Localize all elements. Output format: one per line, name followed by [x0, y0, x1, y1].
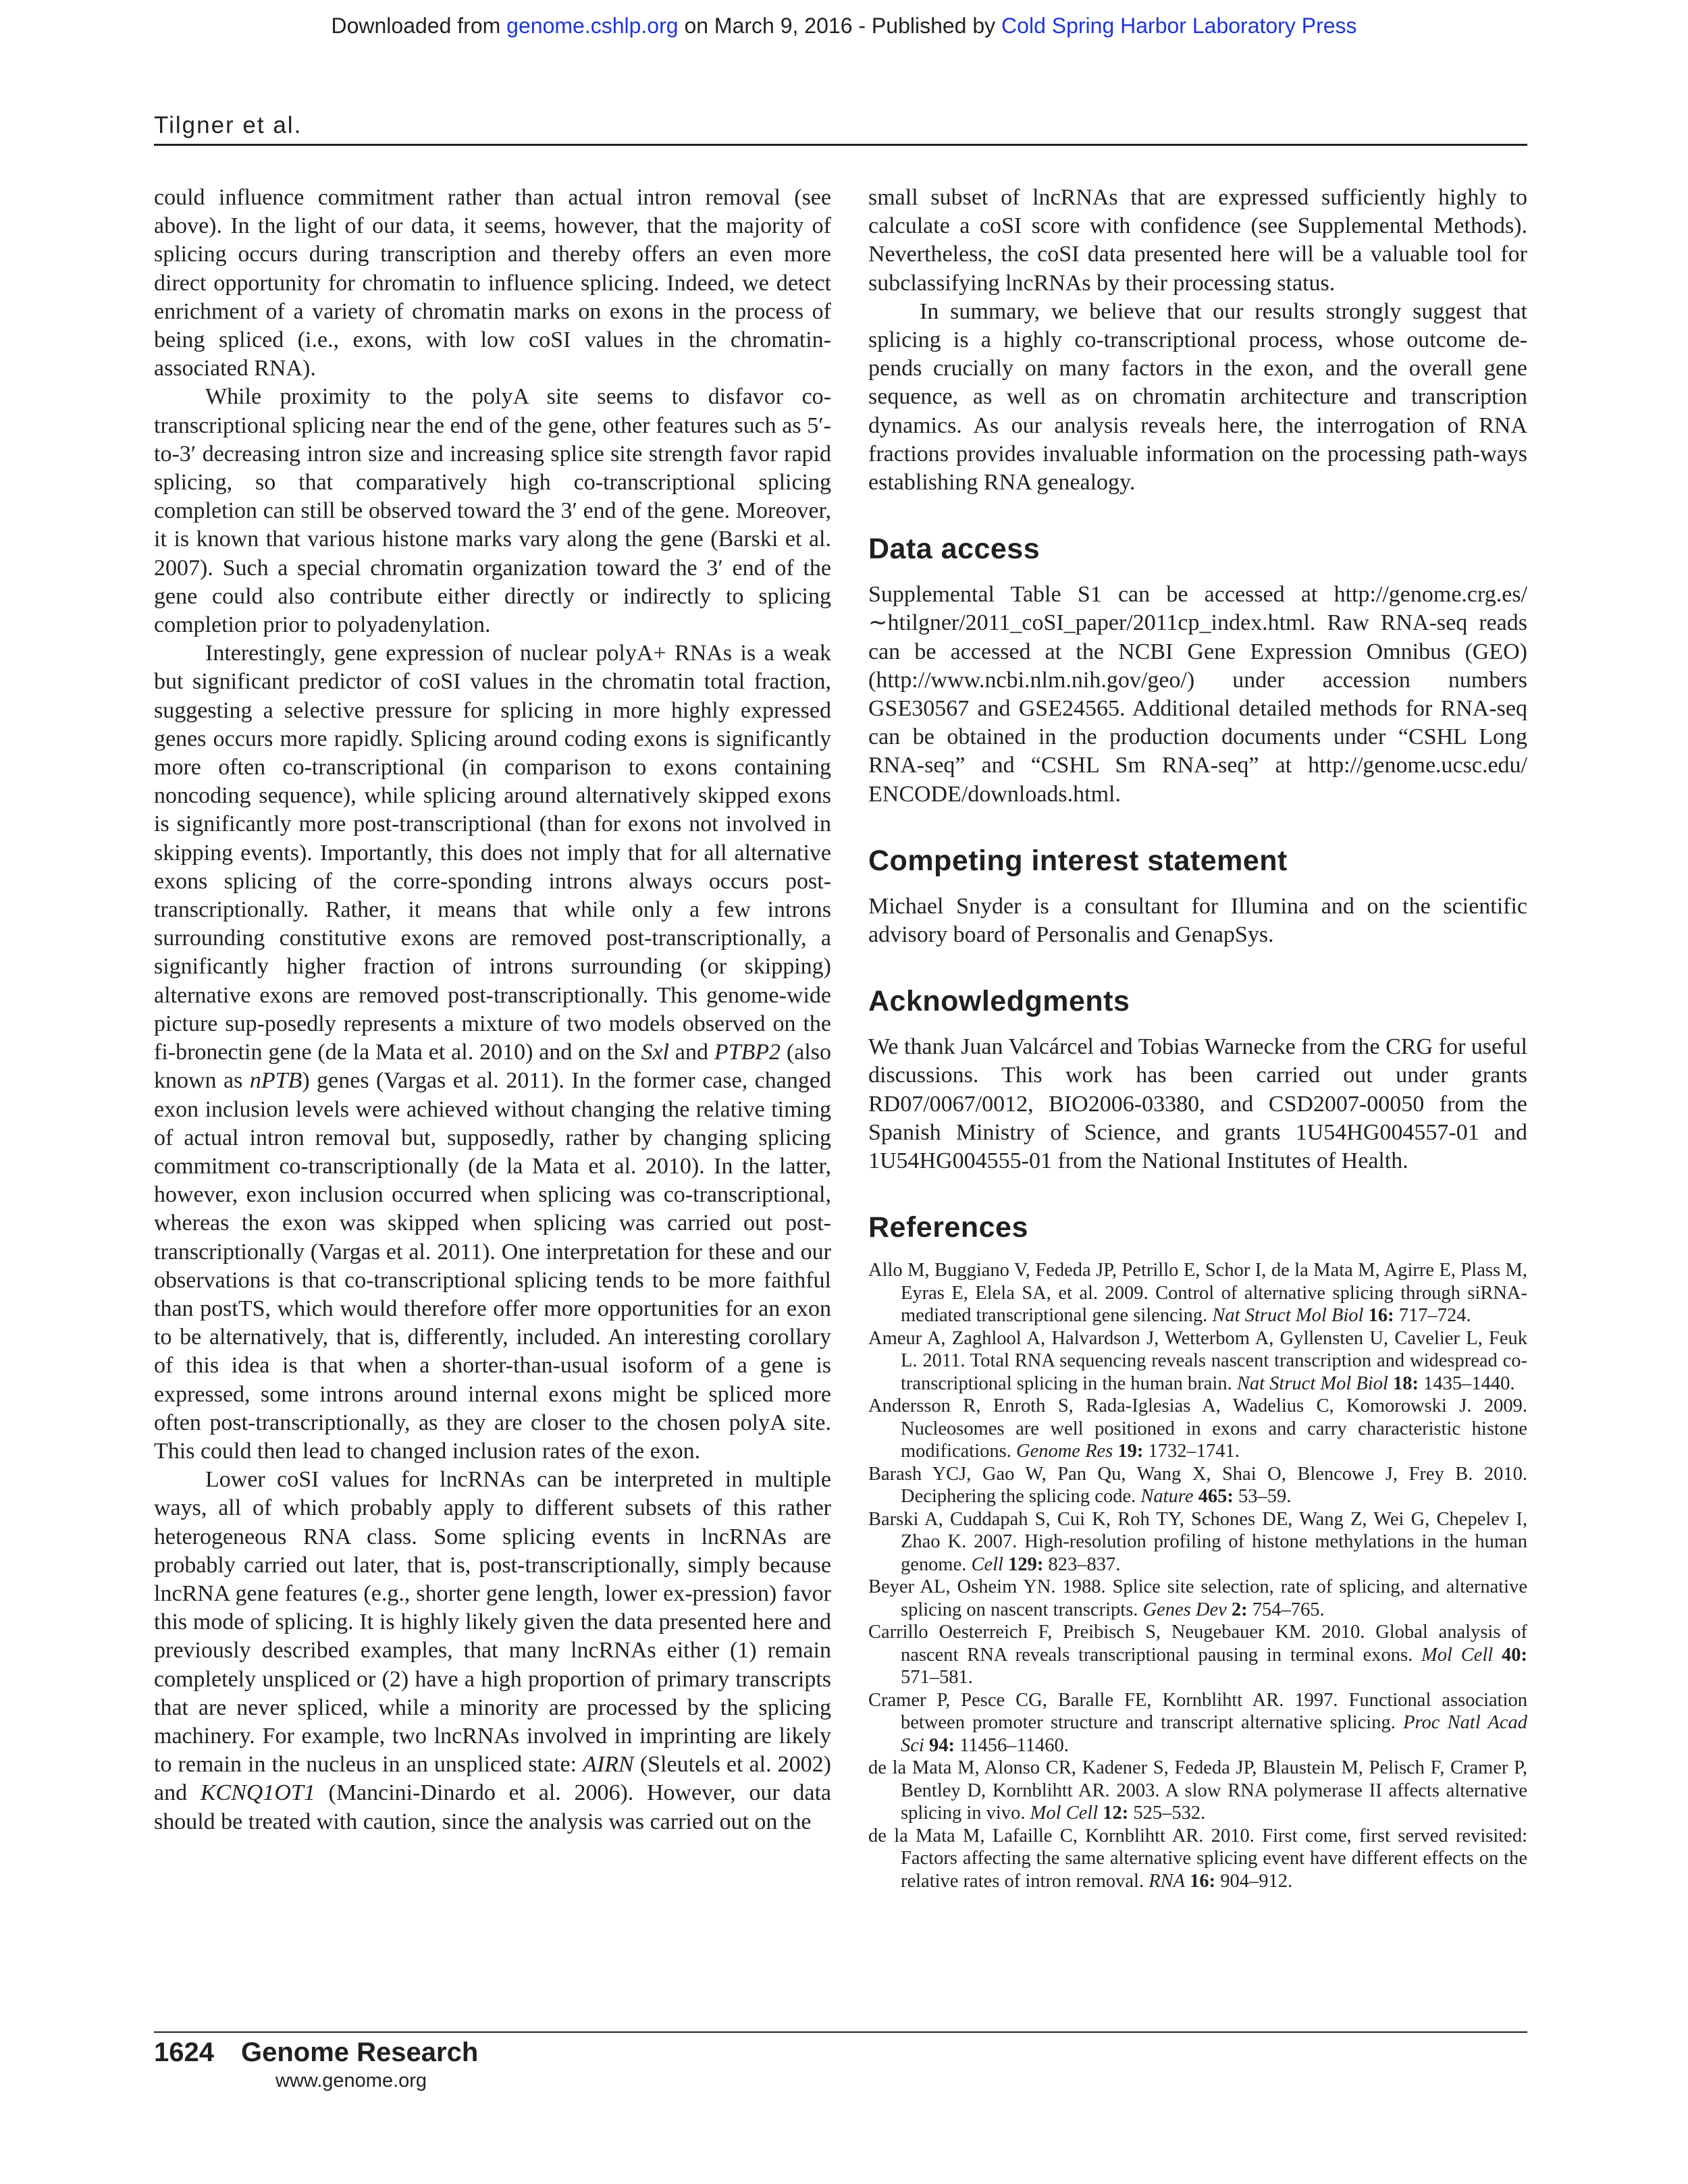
source-site-link[interactable]: genome.cshlp.org: [506, 14, 679, 38]
reference-item: Barski A, Cuddapah S, Cui K, Roh TY, Schones DE, Wang Z, Wei G, Chepelev I, Zhao K. 2007. High-resolution profiling of histone methylations in the human genome. Cell 129: 823–837.: [868, 1508, 1527, 1575]
reference-item: Allo M, Buggiano V, Fededa JP, Petrillo E, Schor I, de la Mata M, Agirre E, Plass M, Eyras E, Elela SA, et al. 2009. Control of alternative splicing through siRNA-mediated transcriptional gene silencing. Nat Struct Mol Biol 16: 717–724.: [868, 1260, 1527, 1327]
body-paragraph: While proximity to the polyA site seems to disfavor co-transcriptional splicing near the end of the gene, other features such as 5′-to-3′ decreasing intron size and increasing splice site strength favor rapid splicing, so that comparatively high co-transcriptional splicing completion can still be observed toward the 3′ end of the gene. Moreover, it is known that various histone marks vary along the gene (Barski et al. 2007). Such a special chromatin organization toward the 3′ end of the gene could also contribute either directly or indirectly to splicing completion prior to polyadenylation.: [154, 384, 831, 638]
reference-item: de la Mata M, Alonso CR, Kadener S, Fededa JP, Blaustein M, Pelisch F, Cramer P, Bentley D, Kornblihtt AR. 2003. A slow RNA polymerase II affects alternative splicing in vivo. Mol Cell 12: 525–532.: [868, 1757, 1527, 1824]
reference-item: Beyer AL, Osheim YN. 1988. Splice site selection, rate of splicing, and alternative splicing on nascent transcripts. Genes Dev 2: 754–765.: [868, 1576, 1527, 1620]
data-access-text: Supplemental Table S1 can be accessed at http://genome.crg.es/ ∼htilgner/2011_coSI_paper/2011cp_index.html. Raw RNA-seq reads can be accessed at the NCBI Gene Expression Omnibus (GEO) (http://www.ncbi.nlm.nih.gov/geo/) under accession numbers GSE30567 and GSE24565. Additional detailed methods for RNA-seq can be obtained in the production documents under “CSHL Long RNA-seq” and “CSHL Sm RNA-seq” at http://genome.ucsc.edu/ ENCODE/downloads.html.: [868, 582, 1527, 807]
footer-rule: [154, 2031, 1527, 2033]
reference-item: Barash YCJ, Gao W, Pan Qu, Wang X, Shai O, Blencowe J, Frey B. 2010. Deciphering the splicing code. Nature 465: 53–59.: [868, 1463, 1527, 1508]
right-column-paragraphs: [868, 184, 1527, 497]
body-paragraph: Interestingly, gene expression of nuclear polyA+ RNAs is a weak but significant predictor of coSI values in the chromatin total fraction, suggesting a selective pressure for splicing in more highly expressed genes occurs more rapidly. Splicing around coding exons is significantly more often co-transcriptional (in comparison to exons containing noncoding sequence), while splicing around alternatively skipped exons is significantly more post-transcriptional (than for exons not involved in skipping events). Importantly, this does not imply that for all alternative exons splicing of the corre-sponding introns always occurs post-transcriptionally. Rather, it means that while only a few introns surrounding constitutive exons are removed post-transcriptionally, a significantly higher fraction of introns surrounding (or skipping) alternative exons are removed post-transcriptionally. This genome-wide picture sup-posedly represents a mixture of two models observed on the fi-bronectin gene (de la Mata et al. 2010) and on the Sxl and PTBP2 (also known as nPTB) genes (Vargas et al. 2011). In the former case, changed exon inclusion levels were achieved without changing the relative timing of actual intron removal but, supposedly, rather by changing splicing commitment co-transcriptionally (de la Mata et al. 2010). In the latter, however, exon inclusion occurred when splicing was co-transcriptional, whereas the exon was skipped when splicing was carried out post-transcriptionally (Vargas et al. 2011). One interpretation for these and our observations is that co-transcriptional splicing tends to be more faithful than postTS, which would therefore offer more opportunities for an exon to be alternatively, that is, differently, included. An interesting corollary of this idea is that when a shorter-than-usual isoform of a gene is expressed, some introns around internal exons might be spliced more often post-transcriptionally, as they are closer to the chosen polyA site. This could then lead to changed inclusion rates of the exon.: [154, 641, 831, 1464]
reference-item: de la Mata M, Lafaille C, Kornblihtt AR. 2010. First come, first served revisited: Factors affecting the same alternative splicing event have different effects on the relative rates of intron removal. RNA 16: 904–912.: [868, 1825, 1527, 1892]
acknowledgments-text: We thank Juan Valcárcel and Tobias Warnecke from the CRG for useful discussions. This work has been carried out under grants RD07/0067/0012, BIO2006-03380, and CSD2007-00050 from the Spanish Ministry of Science, and grants 1U54HG004557-01 and 1U54HG004555-01 from the National Institutes of Health.: [868, 1034, 1527, 1174]
download-middle: on March 9, 2016 - Published by: [678, 14, 1002, 38]
competing-interest-text: Michael Snyder is a consultant for Illumina and on the scientific advisory board of Personalis and GenapSys.: [868, 893, 1527, 948]
running-head: Tilgner et al.: [154, 112, 302, 138]
header-rule: [154, 144, 1527, 146]
body-paragraph: could influence commitment rather than actual intron removal (see above). In the light of our data, it seems, however, that the majority of splicing occurs during transcription and thereby offers an even more direct opportunity for chromatin to influence splicing. Indeed, we detect enrichment of a variety of chromatin marks on exons in the process of being spliced (i.e., exons, with low coSI values in the chromatin-associated RNA).: [154, 185, 831, 381]
reference-item: Ameur A, Zaghlool A, Halvardson J, Wetterbom A, Gyllensten U, Cavelier L, Feuk L. 2011. Total RNA sequencing reveals nascent transcription and widespread co-transcriptional splicing in the human brain. Nat Struct Mol Biol 18: 1435–1440.: [868, 1327, 1527, 1394]
body-paragraph: Lower coSI values for lncRNAs can be interpreted in multiple ways, all of which probably apply to different subsets of this rather heterogeneous RNA class. Some splicing events in lncRNAs are probably carried out later, that is, post-transcriptionally, simply because lncRNA gene features (e.g., shorter gene length, lower ex-pression) favor this mode of splicing. It is highly likely given the data presented here and previously described examples, that many lncRNAs either (1) remain completely unspliced or (2) have a high proportion of primary transcripts that are never spliced, while a minority are processed by the splicing machinery. For example, two lncRNAs involved in imprinting are likely to remain in the nucleus in an unspliced state: AIRN (Sleutels et al. 2002) and KCNQ1OT1 (Mancini-Dinardo et al. 2006). However, our data should be treated with caution, since the analysis was carried out on the: [154, 1467, 831, 1834]
acknowledgments-heading: Acknowledgments: [868, 985, 1130, 1018]
reference-item: Andersson R, Enroth S, Rada-Iglesias A, Wadelius C, Komorowski J. 2009. Nucleosomes are well positioned in exons and carry characteristic histone modifications. Genome Res 19: 1732–1741.: [868, 1395, 1527, 1462]
body-paragraph: small subset of lncRNAs that are expressed sufficiently highly to calculate a coSI score with confidence (see Supplemental Methods). Nevertheless, the coSI data presented here will be a valuable tool for subclassifying lncRNAs by their processing status.: [868, 185, 1527, 296]
references-heading: References: [868, 1211, 1028, 1244]
left-column: [154, 184, 831, 1836]
download-banner: [0, 14, 1688, 38]
journal-name: Genome Research: [240, 2037, 479, 2067]
right-column: [868, 184, 1527, 1892]
publisher-link[interactable]: Cold Spring Harbor Laboratory Press: [1001, 14, 1357, 38]
reference-item: Cramer P, Pesce CG, Baralle FE, Kornblihtt AR. 1997. Functional association between promoter structure and transcript alternative splicing. Proc Natl Acad Sci 94: 11456–11460.: [868, 1689, 1527, 1756]
journal-url[interactable]: www.genome.org: [275, 2070, 427, 2092]
body-paragraph: In summary, we believe that our results strongly suggest that splicing is a highly co-transcriptional process, whose outcome de-pends crucially on many factors in the exon, and the overall gene sequence, as well as on chromatin architecture and transcription dynamics. As our analysis reveals here, the interrogation of RNA fractions provides invaluable information on the processing path-ways establishing RNA genealogy.: [868, 298, 1527, 496]
competing-interest-heading: Competing interest statement: [868, 844, 1288, 877]
download-prefix: Downloaded from: [331, 14, 507, 38]
reference-item: Carrillo Oesterreich F, Preibisch S, Neugebauer KM. 2010. Global analysis of nascent RNA reveals transcriptional pausing in terminal exons. Mol Cell 40: 571–581.: [868, 1622, 1527, 1688]
reference-list: [868, 1259, 1527, 1892]
data-access-heading: Data access: [868, 533, 1040, 566]
footer: [154, 2037, 478, 2068]
page-number: 1624: [154, 2037, 214, 2067]
